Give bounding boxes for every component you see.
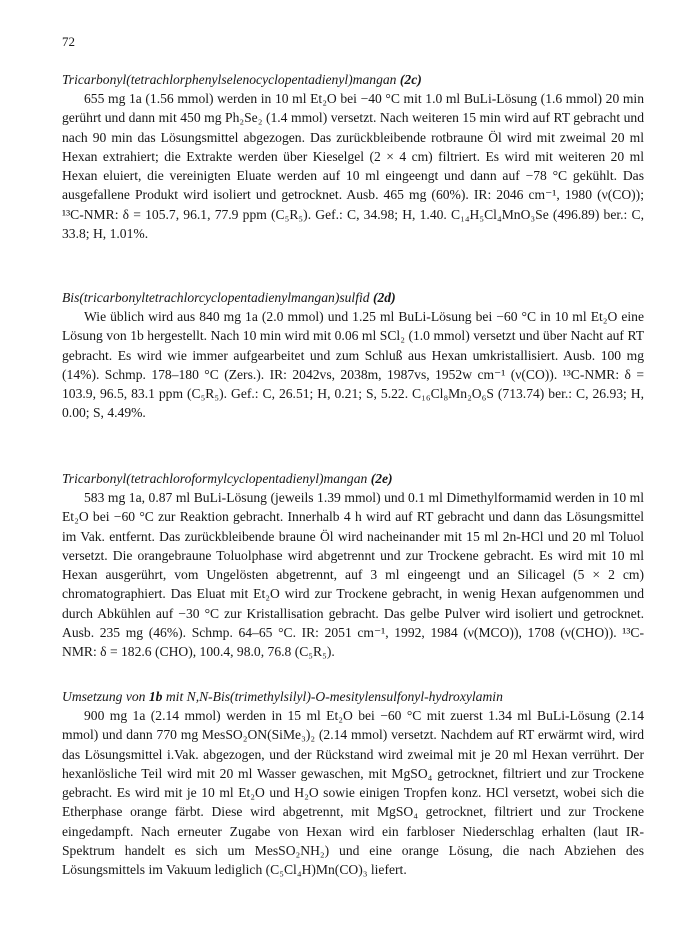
- section-heading: [62, 469, 644, 488]
- section-2d: [62, 288, 644, 423]
- section-heading: [62, 687, 644, 706]
- heading-text: Tricarbonyl(tetrachlorphenylselenocyclopentadienyl)mangan: [62, 72, 397, 87]
- section-body: Wie üblich wird aus 840 mg 1a (2.0 mmol) und 1.25 ml BuLi-Lösung bei −60 °C in 10 ml Et₂O eine Lösung von 1b hergestellt. Nach 10 min wird mit 0.06 ml SCl₂ (1.0 mmol) versetzt und über Nacht auf RT gebracht. Es wird wie immer aufgearbeitet und zum Schluß aus Hexan umkristallisiert. Ausb. 100 mg (14%). Schmp. 178–180 °C (Zers.). IR: 2042vs, 2038m, 1987vs, 1952w cm⁻¹ (ν(CO)). ¹³C-NMR: δ = 103.9, 96.5, 83.1 ppm (C₅R₅). Gef.: C, 26.51; H, 0.21; S, 5.22. C₁₆Cl₈Mn₂O₆S (713.74) ber.: C, 26.93; H, 0.00; S, 4.49%.: [62, 309, 644, 421]
- section-body: 655 mg 1a (1.56 mmol) werden in 10 ml Et₂O bei −40 °C mit 1.0 ml BuLi-Lösung (1.6 mmol) 20 min gerührt und dann mit 450 mg Ph₂Se₂ (1.4 mmol) versetzt. Nach weiteren 15 min wird auf RT gebracht und nach 90 min das Lösungsmittel abgezogen. Das zurückbleibende rotbraune Öl wird mit zweimal 20 ml Hexan extrahiert; die Extrakte werden über Kieselgel (2 × 4 cm) filtriert. Es wird mit weiteren 20 ml Hexan eluiert, die vereinigten Eluate werden auf 10 ml eingeengt und dann auf −78 °C gekühlt. Das ausgefallene Produkt wird isoliert und getrocknet. Ausb. 465 mg (60%). IR: 2046 cm⁻¹, 1980 (ν(CO)); ¹³C-NMR: δ = 105.7, 96.1, 77.9 ppm (C₅R₅). Gef.: C, 34.98; H, 1.40. C₁₄H₅Cl₄MnO₃Se (496.89) ber.: C, 33.8; H, 1.01%.: [62, 91, 644, 242]
- compound-label: 1b: [148, 689, 163, 704]
- compound-label: (2d): [372, 290, 396, 305]
- page-number: 72: [62, 34, 75, 49]
- section-2c: [62, 70, 644, 243]
- heading-text: Tricarbonyl(tetrachloroformylcyclopentadienyl)mangan: [62, 471, 368, 486]
- heading-text: Bis(tricarbonyltetrachlorcyclopentadienylmangan)sulfid: [62, 290, 370, 305]
- heading-text: Umsetzung von: [62, 689, 146, 704]
- section-body: 583 mg 1a, 0.87 ml BuLi-Lösung (jeweils 1.39 mmol) und 0.1 ml Dimethylformamid werden in 10 ml Et₂O bei −60 °C zur Reaktion gebracht. Innerhalb 4 h wird auf RT gebracht und dann das Lösungsmittel im Vak. entfernt. Das zurückbleibende braune Öl wird nacheinander mit 15 ml 2n-HCl und 20 ml Toluol versetzt. Die orangebraune Toluolphase wird abgetrennt und zur Trockene gebracht. Es wird mit 10 ml Hexan ausgerührt, vom Ungelösten abgetrennt, auf 3 ml eingeengt und an Silicagel (5 × 2 cm) chromatographiert. Das Eluat mit Et₂O wird zur Trockene gebracht, in wenig Hexan aufgenommen und durch Abkühlen auf −30 °C zur Kristallisation gebracht. Das gelbe Pulver wird isoliert und getrocknet. Ausb. 235 mg (46%). Schmp. 64–65 °C. IR: 2051 cm⁻¹, 1992, 1984 (ν(MCO)), 1708 (ν(CHO)). ¹³C-NMR: δ = 182.6 (CHO), 100.4, 98.0, 76.8 (C₅R₅).: [62, 490, 644, 660]
- heading-text-rest: mit N,N-Bis(trimethylsilyl)-O-mesitylensulfonyl-hydroxylamin: [165, 689, 503, 704]
- section-1b-reaction: [62, 687, 644, 880]
- compound-label: (2c): [399, 72, 422, 87]
- section-2e: [62, 469, 644, 662]
- compound-label: (2e): [370, 471, 393, 486]
- section-body: 900 mg 1a (2.14 mmol) werden in 15 ml Et₂O bei −60 °C mit zuerst 1.34 ml BuLi-Lösung (2.14 mmol) und dann 770 mg MesSO₂ON(SiMe₃)₂ (2.14 mmol) versetzt. Nachdem auf RT erwärmt wird, wird das Lösungsmittel i.Vak. abgezogen, und der Rückstand wird zweimal mit je 20 ml Hexan verrührt. Der hexanlösliche Teil wird mit 20 ml Wasser gewaschen, mit MgSO₄ getrocknet, filtriert und zur Trockene gebracht. Es wird mit je 10 ml Et₂O und H₂O sowie einigen Tropfen konz. HCl versetzt, wobei sich die Etherphase orange färbt. Diese wird abgetrennt, mit MgSO₄ getrocknet, filtriert und zur Trockene eingedampft. Nach erneuter Zugabe von Hexan wird ein farbloser Niederschlag erhalten (laut IR-Spektrum handelt es sich um MesSO₂NH₂) und eine orange Lösung, die nach Abziehen des Lösungsmittels im Vakuum lediglich (C₅Cl₄H)Mn(CO)₃ liefert.: [62, 708, 644, 878]
- section-heading: [62, 70, 644, 89]
- section-heading: [62, 288, 644, 307]
